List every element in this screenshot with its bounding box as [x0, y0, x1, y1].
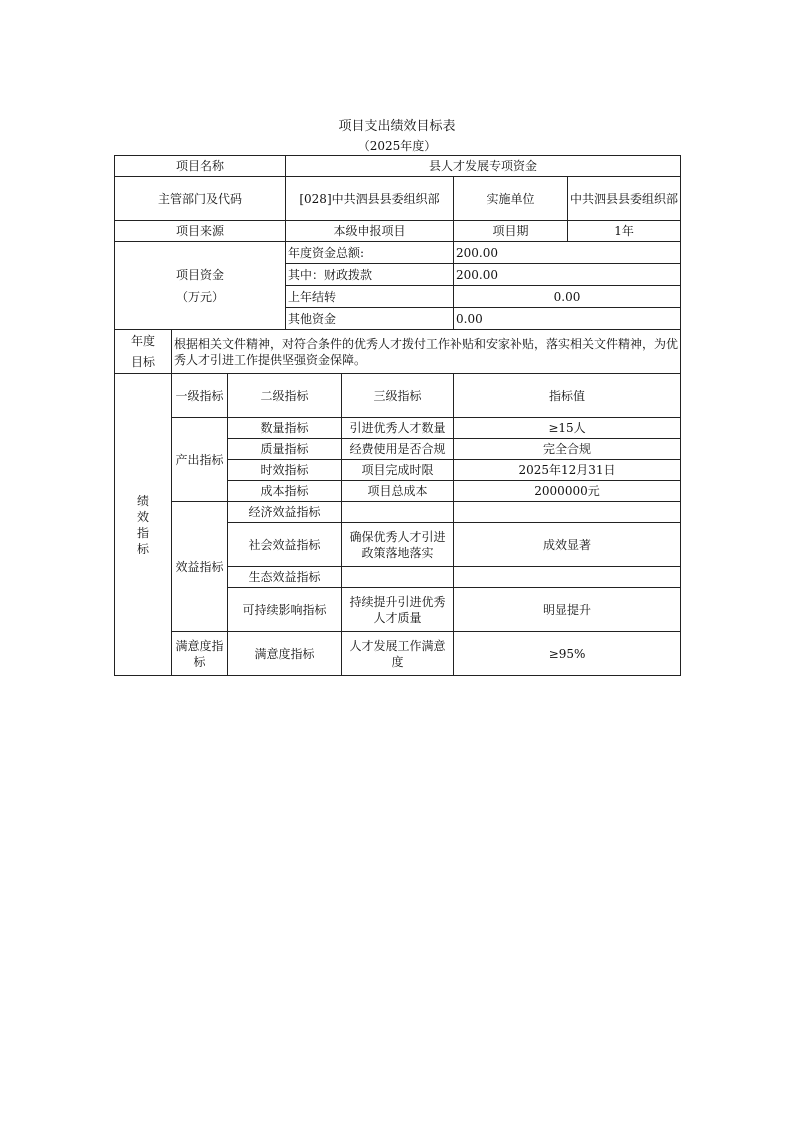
other-funds-label: 其他资金: [286, 308, 454, 330]
side-char-1: 绩: [136, 493, 149, 508]
row-source: [115, 221, 681, 242]
row-project-name: [115, 156, 681, 177]
row-funds-annual: [115, 242, 681, 264]
satisfaction-indicator-label: 满意度指标: [172, 632, 228, 676]
level3-cell: 经费使用是否合规: [342, 439, 454, 460]
level2-cell: 质量指标: [228, 439, 342, 460]
period-value: 1年: [568, 221, 681, 242]
level2-cell: 时效指标: [228, 460, 342, 481]
table-row: [115, 502, 681, 523]
level2-cell: 经济效益指标: [228, 502, 342, 523]
goal-label: [115, 330, 172, 374]
other-funds-value: 0.00: [454, 308, 681, 330]
project-name-value: 县人才发展专项资金: [286, 156, 681, 177]
level2-cell: 成本指标: [228, 481, 342, 502]
value-cell: ≥95%: [454, 632, 681, 676]
value-cell: [454, 567, 681, 588]
funds-label-line1: 项目资金: [175, 267, 224, 282]
table-row: [115, 418, 681, 439]
level3-cell: 人才发展工作满意度: [342, 632, 454, 676]
level3-cell: 持续提升引进优秀人才质量: [342, 588, 454, 632]
annual-total-value: 200.00: [454, 242, 681, 264]
carryover-label: 上年结转: [286, 286, 454, 308]
header-value: 指标值: [454, 374, 681, 418]
level2-cell: 数量指标: [228, 418, 342, 439]
goal-label-line2: 目标: [130, 354, 155, 369]
impl-unit-label: 实施单位: [454, 177, 568, 221]
source-value: 本级申报项目: [286, 221, 454, 242]
side-char-3: 指: [136, 525, 149, 540]
performance-table: [114, 155, 681, 676]
page-title: 项目支出绩效目标表: [338, 119, 456, 134]
table-row: [115, 632, 681, 676]
row-annual-goal: [115, 330, 681, 374]
value-cell: 2025年12月31日: [454, 460, 681, 481]
level2-cell: 满意度指标: [228, 632, 342, 676]
source-label: 项目来源: [115, 221, 286, 242]
level2-cell: 生态效益指标: [228, 567, 342, 588]
level3-cell: 确保优秀人才引进政策落地落实: [342, 523, 454, 567]
goal-text: 根据相关文件精神，对符合条件的优秀人才拨付工作补贴和安家补贴，落实相关文件精神，为优秀人才引进工作提供坚强资金保障。: [172, 330, 681, 374]
carryover-value: 0.00: [454, 286, 681, 308]
output-indicator-label: 产出指标: [172, 418, 228, 502]
level3-cell: [342, 502, 454, 523]
value-cell: 完全合规: [454, 439, 681, 460]
level2-cell: 可持续影响指标: [228, 588, 342, 632]
level3-cell: 项目完成时限: [342, 460, 454, 481]
level3-cell: [342, 567, 454, 588]
value-cell: 成效显著: [454, 523, 681, 567]
side-char-2: 效: [136, 509, 149, 524]
dept-value: [028]中共泗县县委组织部: [286, 177, 454, 221]
level3-cell: 项目总成本: [342, 481, 454, 502]
value-cell: ≥15人: [454, 418, 681, 439]
funds-label: [115, 242, 286, 330]
header-level3: 三级指标: [342, 374, 454, 418]
level2-cell: 社会效益指标: [228, 523, 342, 567]
page-subtitle: （2025年度）: [357, 139, 437, 153]
indicator-side-label: [115, 374, 172, 676]
row-indicator-header: [115, 374, 681, 418]
fiscal-value: 200.00: [454, 264, 681, 286]
benefit-indicator-label: 效益指标: [172, 502, 228, 632]
project-name-label: 项目名称: [115, 156, 286, 177]
funds-label-line2: （万元）: [175, 289, 224, 304]
annual-total-label: 年度资金总额:: [286, 242, 454, 264]
header-level2: 二级指标: [228, 374, 342, 418]
impl-unit-value: 中共泗县县委组织部: [568, 177, 681, 221]
row-department: [115, 177, 681, 221]
goal-label-line1: 年度: [130, 333, 155, 348]
header-level1: 一级指标: [172, 374, 228, 418]
value-cell: 明显提升: [454, 588, 681, 632]
value-cell: 2000000元: [454, 481, 681, 502]
period-label: 项目期: [454, 221, 568, 242]
value-cell: [454, 502, 681, 523]
fiscal-label: 其中：财政拨款: [286, 264, 454, 286]
side-char-4: 标: [136, 541, 149, 556]
dept-label: 主管部门及代码: [115, 177, 286, 221]
level3-cell: 引进优秀人才数量: [342, 418, 454, 439]
